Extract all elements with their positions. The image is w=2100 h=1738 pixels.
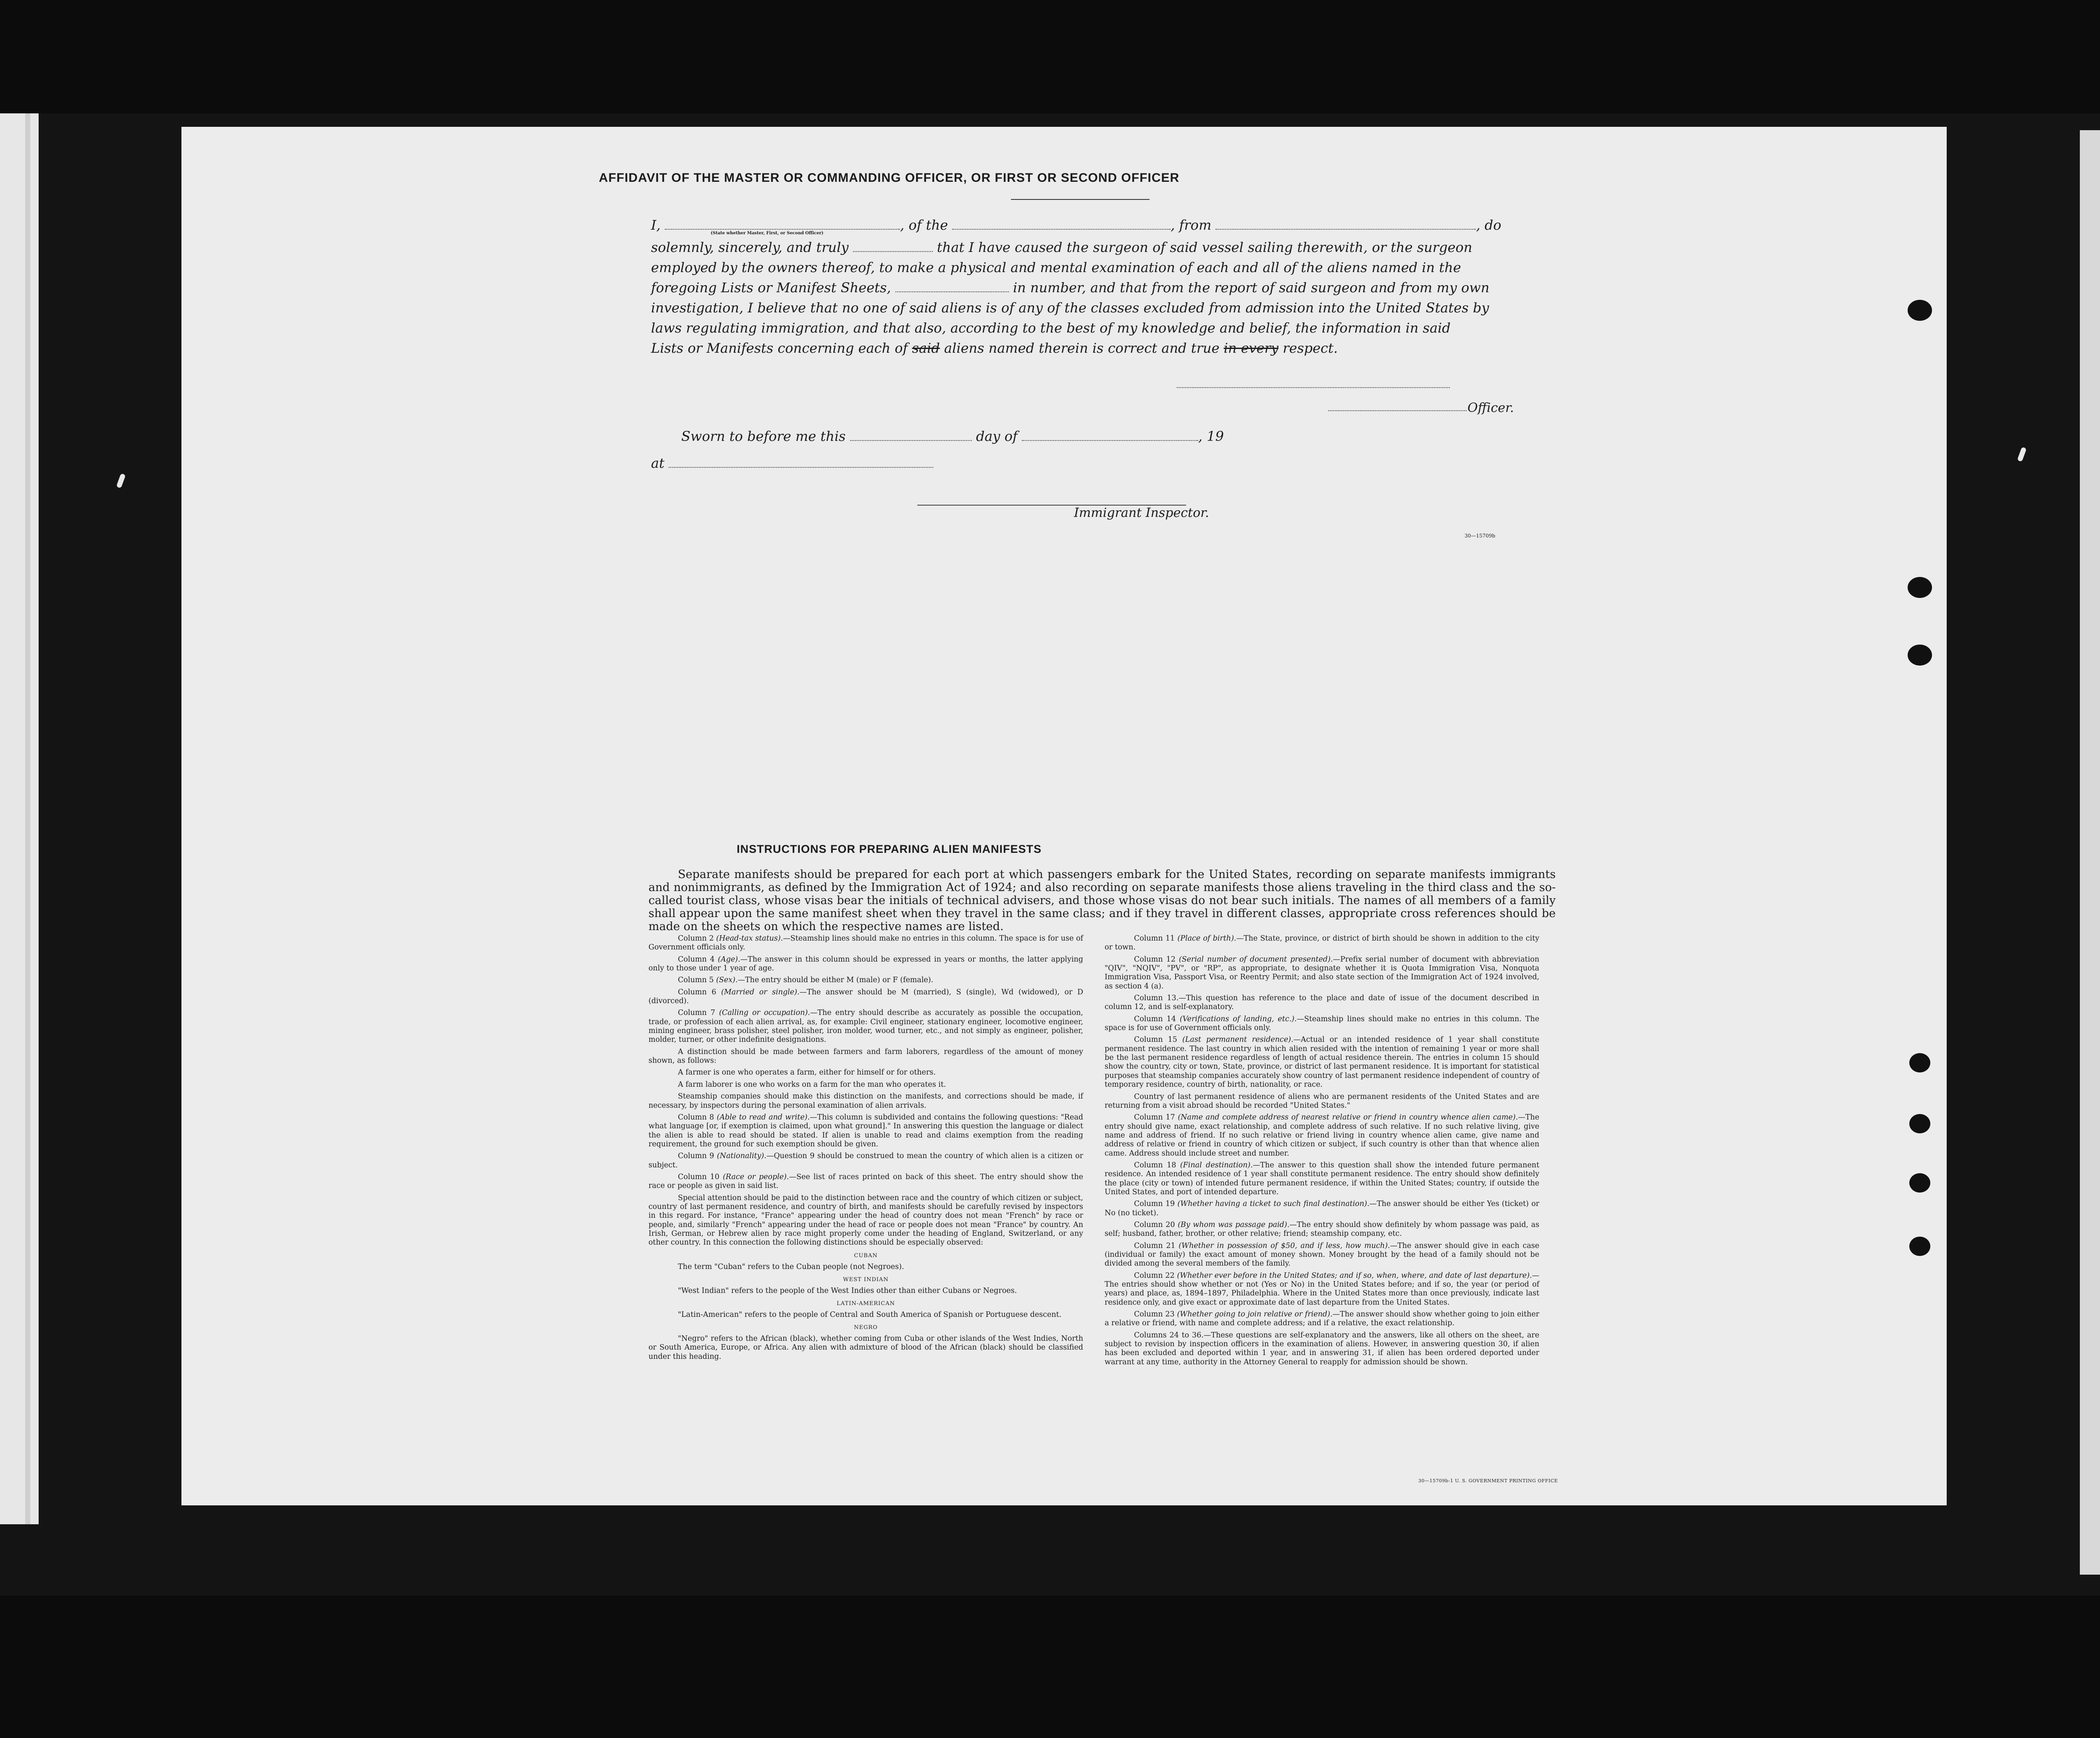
title-rule [1011,199,1150,200]
instructions-title: INSTRUCTIONS FOR PREPARING ALIEN MANIFESTS [736,843,1042,855]
west-indian-heading: WEST INDIAN [843,1276,889,1283]
adjacent-frame-left [0,113,39,1524]
cuban-heading: CUBAN [854,1252,878,1259]
farm-distinction: A distinction should be made between farmers and farm laborers, regardless of the amount of money shown, as follows: [648,1047,1083,1065]
affidavit-line-5: investigation, I believe that no one of said aliens is of any of the classes excluded from admission into the United States by [651,300,1489,316]
sworn-line: Sworn to before me this day of , 19 [681,428,1224,444]
affidavit-line-1: I, , of the , from , do [651,217,1502,233]
column-17-note: Column 17 (Name and complete address of nearest relative or friend in country whence alien came).—The entry should give name, exact relationship, and complete address of such relative. If no such relative living, give name and address of friend. If no such relative or friend living in country whence alien came, give name and address of relative or friend in country of which citizen or subject, if such country is other than that whence alien came. Address should include street and number. [1105,1113,1539,1158]
sworn-day-field[interactable] [850,440,972,441]
officer-rank-hint: (State whether Master, First, or Second Officer) [711,231,824,236]
column-5-note: Column 5 (Sex).—The entry should be either M (male) or F (female). [678,976,934,985]
instructions-left-column [648,934,1083,1364]
inspector-label: Immigrant Inspector. [1074,506,1209,520]
sworn-month-field[interactable] [1022,440,1198,441]
film-speck [2017,447,2027,462]
affidavit-line-7: Lists or Manifests concerning each of said aliens named therein is correct and true in every respect. [651,340,1338,356]
punch-hole [1909,1173,1930,1193]
printer-imprint: 30—15709b-1 U. S. GOVERNMENT PRINTING OFFICE [1418,1478,1558,1484]
special-attention-note: Special attention should be paid to the distinction between race and the country of which citizen or subject, country of last permanent residence, and country of birth, and manifests should be carefully revised by inspectors in this regard. For instance, "France" appearing under the head of country does not mean "French" by race or people, and, similarly "French" appearing under the head of race or people does not mean "France" by country. An Irish, German, or Hebrew alien by race might properly come under the heading of England, Switzerland, or any other country. In this connection the following distinctions should be especially observed: [648,1193,1083,1247]
punch-hole [1909,1053,1930,1072]
column-20-note: Column 20 (By whom was passage paid).—The entry should show definitely by whom passage was paid, as self; husband, father, brother, or other relative; friend; steamship company, etc. [1105,1220,1539,1238]
column-9-note: Column 9 (Nationality).—Question 9 should be construed to mean the country of which alien is a citizen or subject. [648,1152,1083,1169]
column-18-note: Column 18 (Final destination).—The answer to this question shall show the intended future permanent residence. An intended residence of 1 year shall constitute permanent residence. The entry should show definitely the place (city or town) of intended future permanent residence, if within the United States; country, if outside the United States, and port of intended departure. [1105,1161,1539,1196]
officer-signature-line[interactable] [1177,387,1450,388]
cuban-definition: The term "Cuban" refers to the Cuban people (not Negroes). [678,1262,904,1271]
column-23-note: Column 23 (Whether going to join relative or friend).—The answer should show whether going to join either a relative or friend, with name and complete address; and if a relative, the exact relationship. [1105,1310,1539,1328]
form-number: 30—15709b [1465,533,1496,539]
instructions-intro: Separate manifests should be prepared for each port at which passengers embark for the United States, recording on separate manifests immigrants and nonimmigrants, as defined by the Immigration Act of 1924; and also recording on separate manifests those aliens traveling in the third class and the so-called tourist class, whose visas bear the initials of technical advisers, and those whose visas do not bear such initials. The names of all members of a family shall appear upon the same manifest sheet when they travel in the same class; and if they travel in different classes, appropriate cross references should be made on the sheets on which the respective names are listed. [648,868,1556,933]
punch-hole [1908,300,1932,321]
column-13-note: Column 13.—This question has reference to the place and date of issue of the document described in column 12, and is self-explanatory. [1105,994,1539,1012]
punch-hole [1909,1237,1930,1256]
west-indian-definition: "West Indian" refers to the people of the West Indies other than either Cubans or Negroes. [678,1286,1017,1295]
farm-laborer-definition: A farm laborer is one who works on a farm for the man who operates it. [678,1080,946,1089]
steamship-note: Steamship companies should make this distinction on the manifests, and corrections should be made, if necessary, by inspectors during the personal examination of alien arrivals. [648,1092,1083,1110]
column-11-note: Column 11 (Place of birth).—The State, province, or district of birth should be shown in addition to the city or town. [1105,934,1539,952]
affidavit-line-4: foregoing Lists or Manifest Sheets, in number, and that from the report of said surgeon and from my own [651,280,1490,296]
sworn-place-field[interactable] [669,467,933,468]
column-2-note: Column 2 (Head-tax status).—Steamship lines should make no entries in this column. The space is for use of Government officials only. [648,934,1083,952]
punch-hole [1908,577,1932,598]
column-8-note: Column 8 (Able to read and write).—This column is subdivided and contains the following questions: "Read what language [or, if exemption is claimed, upon what ground]." In answering this question the language or dialect the alien is able to read should be stated. If alien is unable to read and claims exemption from the reading requirement, the ground for such exemption should be given. [648,1113,1083,1148]
column-10-note: Column 10 (Race or people).—See list of races printed on back of this sheet. The entry should show the race or people as given in said list. [648,1172,1083,1190]
film-border-bottom [0,1596,2100,1738]
sheet-count-field[interactable] [895,291,1009,292]
at-line: at [651,455,1869,471]
column-19-note: Column 19 (Whether having a ticket to such final destination).—The answer should be either Yes (ticket) or No (no ticket). [1105,1200,1539,1217]
affidavit-line-3: employed by the owners thereof, to make a physical and mental examination of each and all of the aliens named in the [651,260,1461,275]
punch-hole [1908,645,1932,666]
officer-title-line[interactable] [1328,410,1467,411]
column-15-residents-note: Country of last permanent residence of aliens who are permanent residents of the United States and are returning from a visit abroad should be recorded "United States." [1105,1092,1539,1110]
film-border-top [0,0,2100,113]
affidavit-line-2: solemnly, sincerely, and truly that I have caused the surgeon of said vessel sailing therewith, or the surgeon [651,239,1473,255]
manifest-page [181,127,1947,1505]
latin-american-definition: "Latin-American" refers to the people of Central and South America of Spanish or Portuguese descent. [678,1310,1062,1319]
negro-definition: "Negro" refers to the African (black), whether coming from Cuba or other islands of the West Indies, North or South America, Europe, or Africa. Any alien with admixture of blood of the African (black) should be classified under this heading. [648,1334,1083,1361]
officer-rank-field[interactable] [665,229,900,230]
film-speck [116,473,126,488]
column-15-note: Column 15 (Last permanent residence).—Actual or an intended residence of 1 year shall constitute permanent residence. The last country in which alien resided with the intention of remaining 1 year or more shall be the last permanent residence regardless of length of actual residence therein. The entries in column 15 should show the country, city or town, State, province, or district of last permanent residence. It is important for statistical purposes that steamship companies accurately show country of last permanent residence independent of country of temporary residence, country of birth, nationality, or race. [1105,1035,1539,1089]
latin-american-heading: LATIN-AMERICAN [837,1300,895,1307]
column-7-note: Column 7 (Calling or occupation).—The entry should describe as accurately as possible the occupation, trade, or profession of each alien arrival, as, for example: Civil engineer, stationary engineer, locomotive engineer, mining engineer, brass polisher, steel polisher, iron molder, wood turner, etc., and not simply as engineer, polisher, molder, turner, or other indefinite designations. [648,1009,1083,1044]
column-14-note: Column 14 (Verifications of landing, etc.).—Steamship lines should make no entries in this column. The space is for use of Government officials only. [1105,1014,1539,1033]
column-6-note: Column 6 (Married or single).—The answer should be M (married), S (single), Wd (widowed), or D (divorced). [648,988,1083,1006]
column-4-note: Column 4 (Age).—The answer in this column should be expressed in years or months, the latter applying only to those under 1 year of age. [648,955,1083,973]
from-port-field[interactable] [1215,229,1476,230]
instructions-right-column [1105,934,1539,1370]
oath-type-field[interactable] [853,251,933,252]
adjacent-frame-right [2080,130,2100,1575]
affidavit-line-6: laws regulating immigration, and that also, according to the best of my knowledge and belief, the information in said [651,320,1451,336]
columns-24-36-note: Columns 24 to 36.—These questions are self-explanatory and the answers, like all others on the sheet, are subject to revision by inspection officers in the examination of aliens. However, in answering question 30, if alien has been excluded and deported within 1 year, and in answering 31, if alien has been ordered deported under warrant at any time, authority in the Attorney General to reapply for admission should be shown. [1105,1331,1539,1366]
farmer-definition: A farmer is one who operates a farm, either for himself or for others. [678,1068,936,1077]
column-21-note: Column 21 (Whether in possession of $50, and if less, how much).—The answer should give in each case (individual or family) the exact amount of money shown. Money brought by the head of a family should not be divided among the several members of the family. [1105,1241,1539,1268]
negro-heading: NEGRO [854,1324,878,1331]
affidavit-title: AFFIDAVIT OF THE MASTER OR COMMANDING OFFICER, OR FIRST OR SECOND OFFICER [598,171,1180,185]
vessel-name-field[interactable] [952,229,1171,230]
punch-hole [1909,1114,1930,1133]
column-12-note: Column 12 (Serial number of document presented).—Prefix serial number of document with abbreviation "QIV", "NQIV", "PV", or "RP", as appropriate, to designate whether it is Quota Immigration Visa, Nonquota Immigration Visa, Passport Visa, or Reentry Permit; and also state section of the Immigration Act of 1924 involved, as section 4 (a). [1105,955,1539,991]
adjacent-frame-left-shadow [25,113,30,1524]
column-22-note: Column 22 (Whether ever before in the United States; and if so, when, where, and date of last departure).—The entries should show whether or not (Yes or No) in the United States before; and if so, the year (or period of years) and place, as, 1894–1897, Philadelphia. Where in the United States more than once previously, indicate last residence only, and give exact or approximate date of last departure from the United States. [1105,1271,1539,1307]
officer-label: Officer. [1467,401,1514,415]
